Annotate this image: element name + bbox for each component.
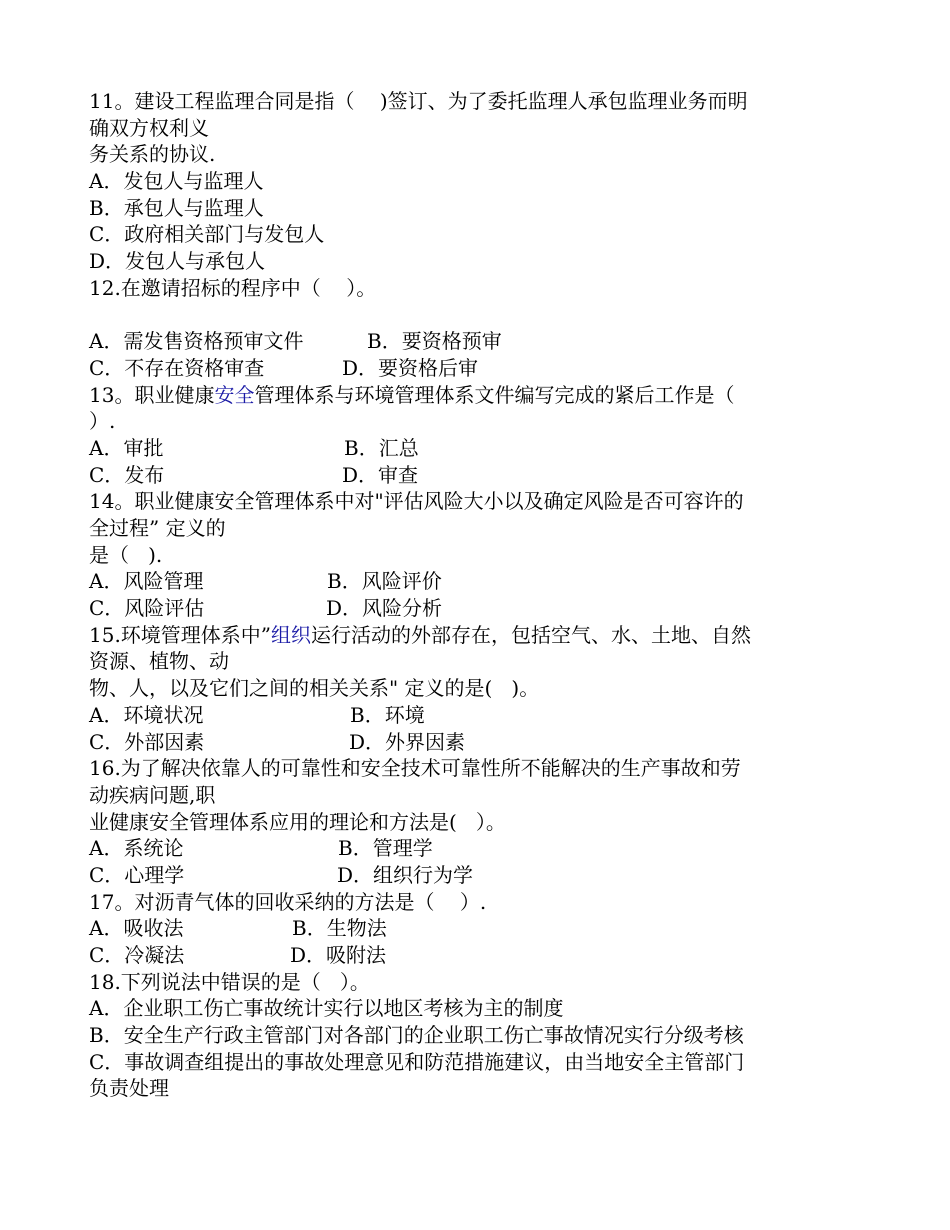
q17-option-c: C．冷凝法 (89, 943, 185, 967)
q17-option-d: D．吸附法 (290, 943, 387, 967)
q14-stem-line3: 是（ ). (89, 542, 163, 567)
q14-option-b: B．风险评价 (327, 569, 442, 594)
blank-line (89, 302, 869, 329)
q18-option-c-line1: C．事故调查组提出的事故处理意见和防范措施建议，由当地安全主管部门 (89, 1049, 745, 1074)
q14-stem-line1: 14。职业健康安全管理体系中对"评估风险大小以及确定风险是否可容许的 (89, 489, 744, 514)
q17-option-b: B．生物法 (292, 916, 387, 941)
q13-option-c: C．发布 (89, 462, 165, 487)
q15-organization-link[interactable]: 组织 (271, 622, 312, 647)
q13-stem-post: 管理体系与环境管理体系文件编写完成的紧后工作是（ (254, 382, 735, 407)
q13-stem-pre: 13。职业健康 (89, 382, 215, 407)
q16-option-a: A．系统论 (89, 836, 184, 861)
q12-option-a: A．需发售资格预审文件 (89, 329, 304, 354)
q17-options-row1 (89, 915, 869, 942)
q15-option-d: D．外界因素 (349, 729, 466, 754)
q15-options-row1 (89, 702, 869, 729)
q15-stem-post: 运行活动的外部存在，包括空气、水、土地、自然 (311, 622, 752, 647)
q17-option-a: A．吸收法 (89, 916, 184, 941)
q12-options-row1 (89, 328, 869, 355)
q13-stem-line1 (89, 382, 869, 409)
q11-stem-line1: 11。建设工程监理合同是指（ )签订、为了委托监理人承包监理业务而明 (89, 89, 748, 113)
q15-option-b: B．环境 (350, 702, 425, 727)
q15-options-row2 (89, 729, 869, 756)
q15-stem-line2: 资源、植物、动 (89, 649, 229, 674)
q11-stem-line2: 确双方权利义 (89, 115, 209, 140)
q12-options-row2 (89, 355, 869, 382)
q13-safety-link[interactable]: 安全 (214, 382, 255, 407)
q12-option-b: B．要资格预审 (367, 329, 502, 354)
q14-stem-line2: 全过程” 定义的 (89, 516, 226, 540)
q15-option-c: C．外部因素 (89, 729, 205, 754)
q13-option-a: A．审批 (89, 435, 164, 460)
q14-option-c: C．风险评估 (89, 596, 205, 621)
q16-stem-line2: 动疾病问题,职 (89, 782, 216, 807)
q14-option-d: D．风险分析 (326, 596, 443, 621)
q13-options-row1 (89, 435, 869, 462)
q12-stem: 12.在邀请招标的程序中（ ）。 (89, 275, 377, 300)
q18-option-b: B．安全生产行政主管部门对各部门的企业职工伤亡事故情况实行分级考核 (89, 1023, 744, 1048)
q16-options-row1 (89, 835, 869, 862)
q16-option-b: B．管理学 (338, 836, 433, 861)
q11-option-a: A．发包人与监理人 (89, 169, 264, 194)
q16-option-d: D．组织行为学 (337, 862, 474, 887)
q11-option-b: B．承包人与监理人 (89, 195, 264, 220)
q13-options-row2 (89, 462, 869, 489)
q17-options-row2 (89, 942, 869, 969)
document-page (89, 88, 869, 1102)
q14-option-a: A．风险管理 (89, 569, 204, 594)
q14-options-row2 (89, 595, 869, 622)
q16-stem-line1: 16.为了解决依靠人的可靠性和安全技术可靠性所不能解决的生产事故和劳 (89, 756, 741, 781)
q12-option-c: C．不存在资格审查 (89, 355, 265, 380)
q16-options-row2 (89, 862, 869, 889)
q16-option-c: C．心理学 (89, 862, 185, 887)
q17-stem: 17。对沥青气体的回收采纳的方法是（ ）. (89, 889, 487, 914)
q13-option-b: B．汇总 (344, 435, 419, 460)
q16-stem-line3: 业健康安全管理体系应用的理论和方法是( ）。 (89, 809, 506, 834)
q13-option-d: D．审查 (342, 462, 419, 487)
q18-option-a: A．企业职工伤亡事故统计实行以地区考核为主的制度 (89, 996, 564, 1021)
q11-option-d: D．发包人与承包人 (89, 249, 266, 274)
q18-stem: 18.下列说法中错误的是（ ）。 (89, 969, 370, 994)
q14-options-row1 (89, 568, 869, 595)
q15-option-a: A．环境状况 (89, 702, 204, 727)
q15-stem-pre: 15.环境管理体系中” (89, 622, 272, 647)
q11-option-c: C．政府相关部门与发包人 (89, 222, 325, 247)
q15-stem-line3: 物、人，以及它们之间的相关关系" 定义的是( )。 (89, 676, 540, 701)
q11-stem-line3: 务关系的协议. (89, 142, 216, 167)
q12-option-d: D．要资格后审 (342, 355, 479, 380)
q13-stem-line2: ）. (89, 409, 116, 434)
q15-stem-line1 (89, 622, 869, 649)
q18-option-c-line2: 负责处理 (89, 1076, 169, 1101)
